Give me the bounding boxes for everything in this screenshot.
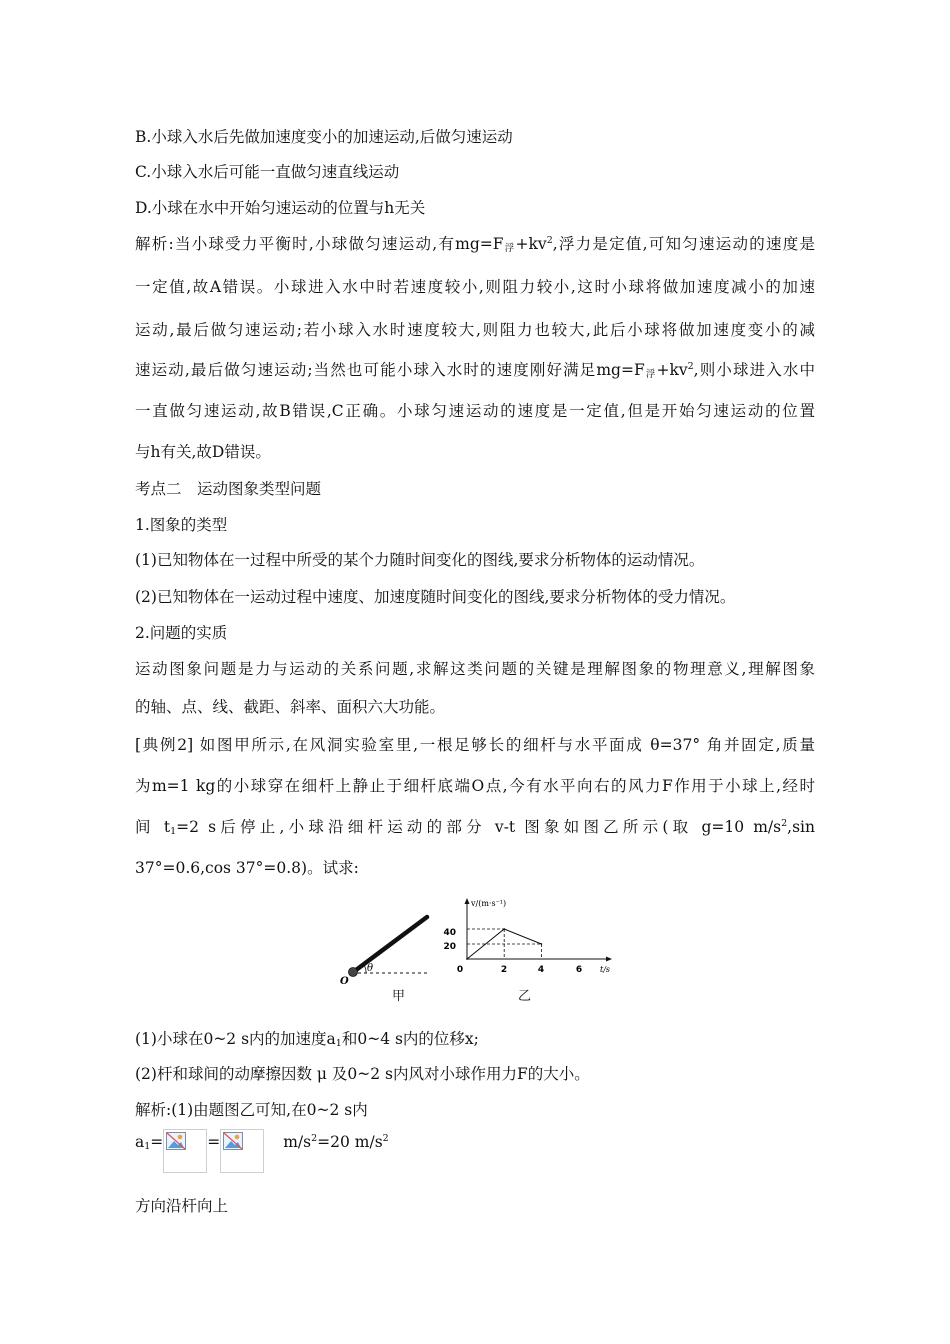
x-tick-2: 2: [500, 965, 508, 975]
y-tick-40: 40: [443, 928, 456, 938]
y-tick-20: 20: [443, 942, 456, 952]
paragraph-2: (2)已知物体在一运动过程中速度、加速度随时间变化的图线,要求分析物体的受力情况。: [135, 588, 736, 606]
rod-diagram: [340, 917, 427, 987]
vt-point-0: [466, 958, 468, 960]
analysis-line-6: 与h有关,故D错误。: [135, 443, 271, 461]
vt-point-1: [503, 928, 505, 930]
solution-intro: 解析:(1)由题图乙可知,在0~2 s内: [135, 1101, 368, 1119]
theta-label: θ: [367, 963, 374, 974]
section-heading: 考点二 运动图象类型问题: [135, 480, 322, 498]
v-axis-arrow: [465, 898, 470, 904]
analysis-line-2: 一定值,故A错误。小球进入水中时若速度较小,则阻力较小,这时小球将做加速度减小的加速: [135, 278, 815, 296]
analysis-line-5: 一直做匀速运动,故B错误,C正确。小球匀速运动的速度是一定值,但是开始匀速运动的位置: [135, 402, 815, 420]
option-b: B.小球入水后先做加速度变小的加速运动,后做匀速运动: [135, 128, 513, 146]
acceleration-result: $m/s^2=20$ $m/s^2$: [283, 1133, 389, 1151]
figure-label-yi: 乙: [518, 989, 532, 1004]
angle-arc: [364, 965, 366, 973]
example-line-1: [典例2] 如图甲所示,在风洞实验室里,一根足够长的细杆与水平面成 θ=37° 角并固定,质量: [135, 736, 815, 754]
example-line-2: 为m=1 kg的小球穿在细杆上静止于细杆底端O点,今有水平向右的风力F作用于小球上,经时: [135, 777, 815, 795]
ball: [349, 968, 358, 977]
subheading-2: 2.问题的实质: [135, 624, 228, 642]
origin-o-label: O: [340, 976, 349, 987]
figure: [330, 882, 620, 1002]
x-tick-4: 4: [537, 965, 545, 975]
direction-text: 方向沿杆向上: [135, 1197, 229, 1215]
option-c: C.小球入水后可能一直做匀速直线运动: [135, 163, 400, 181]
x-tick-0: 0: [456, 965, 464, 975]
figure-label-jia: 甲: [392, 989, 406, 1004]
v-axis-label: v/(m·s⁻¹): [471, 899, 507, 908]
acceleration-formula: $a_1=$ = $m/s^2=20$ $m/s^2$: [135, 1133, 389, 1173]
paragraph-4: 的轴、点、线、截距、斜率、面积六大功能。: [135, 698, 446, 716]
vt-chart: [443, 898, 612, 975]
broken-image-icon-2: [220, 1129, 264, 1173]
analysis-line-3: 运动,最后做匀速运动;若小球入水时速度较大,则阻力也较大,此后小球将做加速度变小的减: [135, 321, 815, 339]
t-axis-label: t/s: [600, 965, 611, 974]
subheading-1: 1.图象的类型: [135, 516, 228, 534]
example-line-3: 间 $t_1=2$ s后停止,小球沿细杆运动的部分 v-t 图象如图乙所示(取 g=10 $m/s^2,\sin$: [135, 818, 815, 837]
t-axis-arrow: [606, 957, 612, 962]
paragraph-1: (1)已知物体在一过程中所受的某个力随时间变化的图线,要求分析物体的运动情况。: [135, 551, 705, 569]
analysis-line-1: 解析:当小球受力平衡时,小球做匀速运动,有$mg=F_浮+kv^2$,浮力是定值,可知匀速运动的速度是: [135, 235, 815, 254]
question-2: (2)杆和球间的动摩擦因数 μ 及0~2 s内风对小球作用力F的大小。: [135, 1065, 590, 1083]
broken-image-icon: [163, 1129, 207, 1173]
example-line-4: 37°=0.6,cos 37°=0.8)。试求:: [135, 859, 359, 877]
analysis-line-4: 速运动,最后做匀速运动;当然也可能小球入水时的速度刚好满足$mg=F_浮+kv^2$,则小球进入水中: [135, 361, 815, 380]
rod: [352, 917, 427, 973]
x-tick-6: 6: [575, 965, 583, 975]
question-1: (1)小球在0~2 s内的加速度$a_1$和0~4 s内的位移x;: [135, 1030, 479, 1049]
option-d: D.小球在水中开始匀速运动的位置与h无关: [135, 199, 426, 217]
a1-symbol: $a_1=$: [135, 1133, 164, 1152]
paragraph-3: 运动图象问题是力与运动的关系问题,求解这类问题的关键是理解图象的物理意义,理解图象: [135, 660, 815, 678]
vt-point-2: [541, 943, 543, 945]
